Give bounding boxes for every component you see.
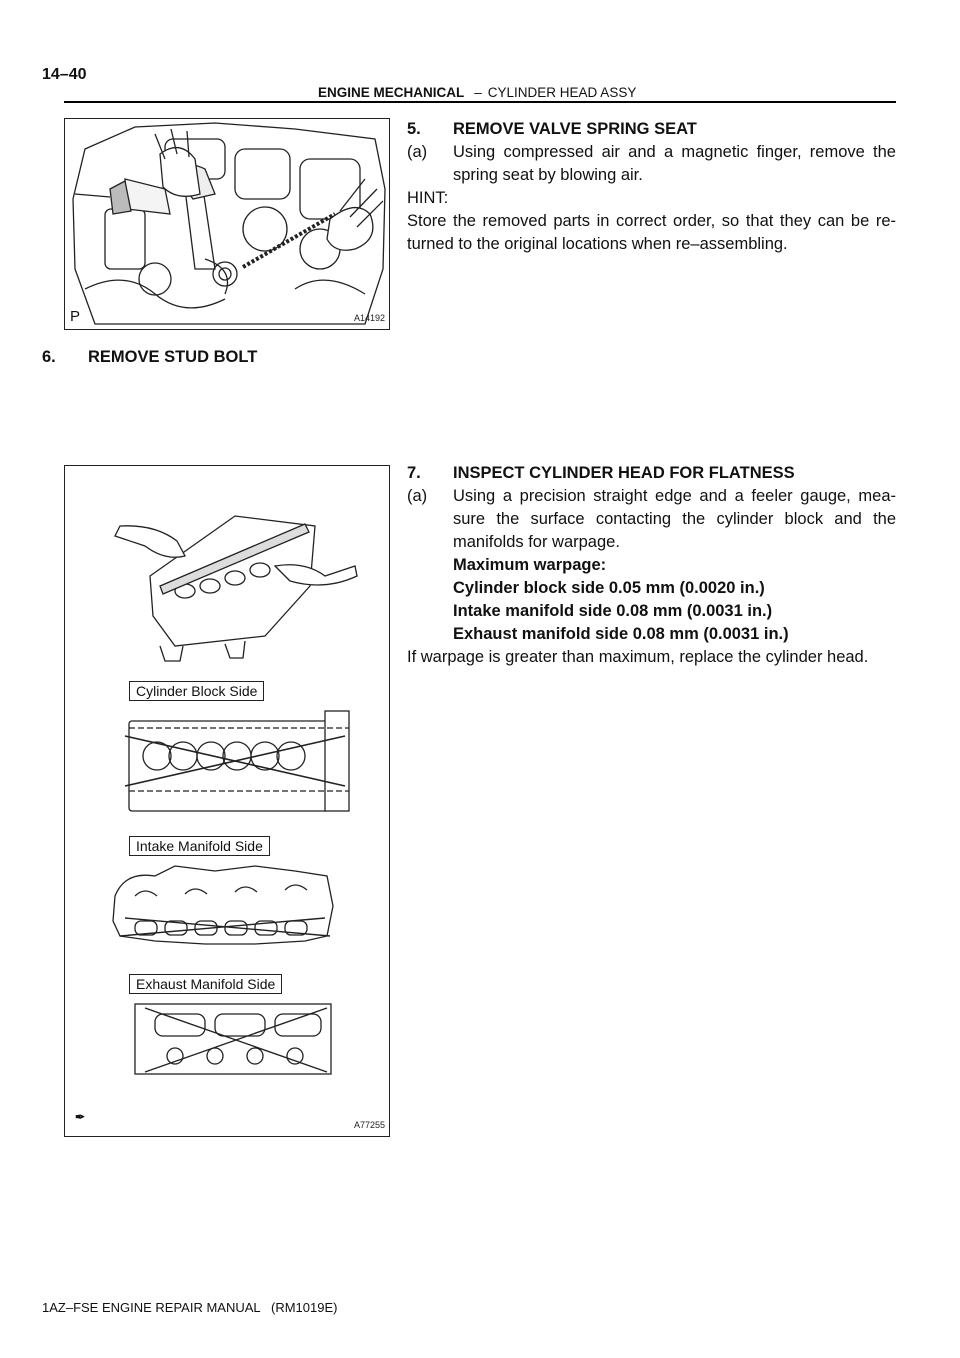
- step7-number: 7.: [407, 464, 421, 482]
- spec-cylinder-block: Cylinder block side 0.05 mm (0.0020 in.): [453, 579, 765, 597]
- spec-intake-manifold: Intake manifold side 0.08 mm (0.0031 in.): [453, 602, 773, 620]
- spec-exhaust-manifold: Exhaust manifold side 0.08 mm (0.0031 in.): [453, 625, 789, 643]
- step6-title: REMOVE STUD BOLT: [88, 348, 258, 366]
- step7-heading: [407, 462, 896, 485]
- flatness-inspection-illustration: [65, 466, 389, 1136]
- figure-valve-spring-seat: [64, 118, 390, 330]
- running-header: [318, 85, 636, 100]
- figure2-code: A77255: [353, 1120, 385, 1130]
- header-subsection: CYLINDER HEAD ASSY: [487, 85, 637, 100]
- step5-substep-a: [407, 141, 896, 187]
- label-exhaust-manifold-side: Exhaust Manifold Side: [129, 974, 282, 994]
- label-cylinder-block-side: Cylinder Block Side: [129, 681, 264, 701]
- step5-hint-text: Store the removed parts in correct order, so that they can be re- turned to the original locations when re–assembling.: [407, 212, 896, 253]
- spec-title: Maximum warpage:: [453, 556, 607, 574]
- step5-number: 5.: [407, 120, 421, 138]
- step6-heading: [42, 346, 257, 369]
- step5-title: REMOVE VALVE SPRING SEAT: [453, 120, 697, 138]
- step7-a-text: Using a precision straight edge and a feeler gauge, mea- sure the surface contacting the cylinder block and the manifolds for warpage.: [453, 487, 896, 551]
- label-intake-manifold-side: Intake Manifold Side: [129, 836, 270, 856]
- page-number: 14–40: [42, 66, 87, 83]
- step5-block: [407, 118, 896, 256]
- header-section: ENGINE MECHANICAL: [318, 85, 465, 100]
- step7-block: [407, 462, 896, 646]
- valve-spring-seat-illustration: [65, 119, 389, 329]
- header-rule: [64, 101, 896, 103]
- step7-conclusion: If warpage is greater than maximum, replace the cylinder head.: [407, 648, 869, 666]
- step5-a-label: (a): [407, 143, 428, 161]
- figure1-corner-mark: P: [70, 308, 81, 325]
- step5-heading: [407, 118, 896, 141]
- step5-hint-label: HINT:: [407, 189, 449, 207]
- step7-title: INSPECT CYLINDER HEAD FOR FLATNESS: [453, 464, 795, 482]
- step7-substep-a: [407, 485, 896, 554]
- figure1-code: A14192: [353, 313, 385, 323]
- figure-flatness-inspection: [64, 465, 390, 1137]
- step5-a-text: Using compressed air and a magnetic finger, remove the spring seat by blowing air.: [453, 143, 896, 184]
- header-separator: –: [474, 85, 482, 100]
- step7-spec-block: [407, 554, 896, 646]
- step6-number: 6.: [42, 348, 56, 366]
- footer-manual-title: 1AZ–FSE ENGINE REPAIR MANUAL (RM1019E): [42, 1300, 338, 1315]
- figure2-corner-mark-icon: ✒: [75, 1110, 86, 1124]
- step7-a-label: (a): [407, 487, 428, 505]
